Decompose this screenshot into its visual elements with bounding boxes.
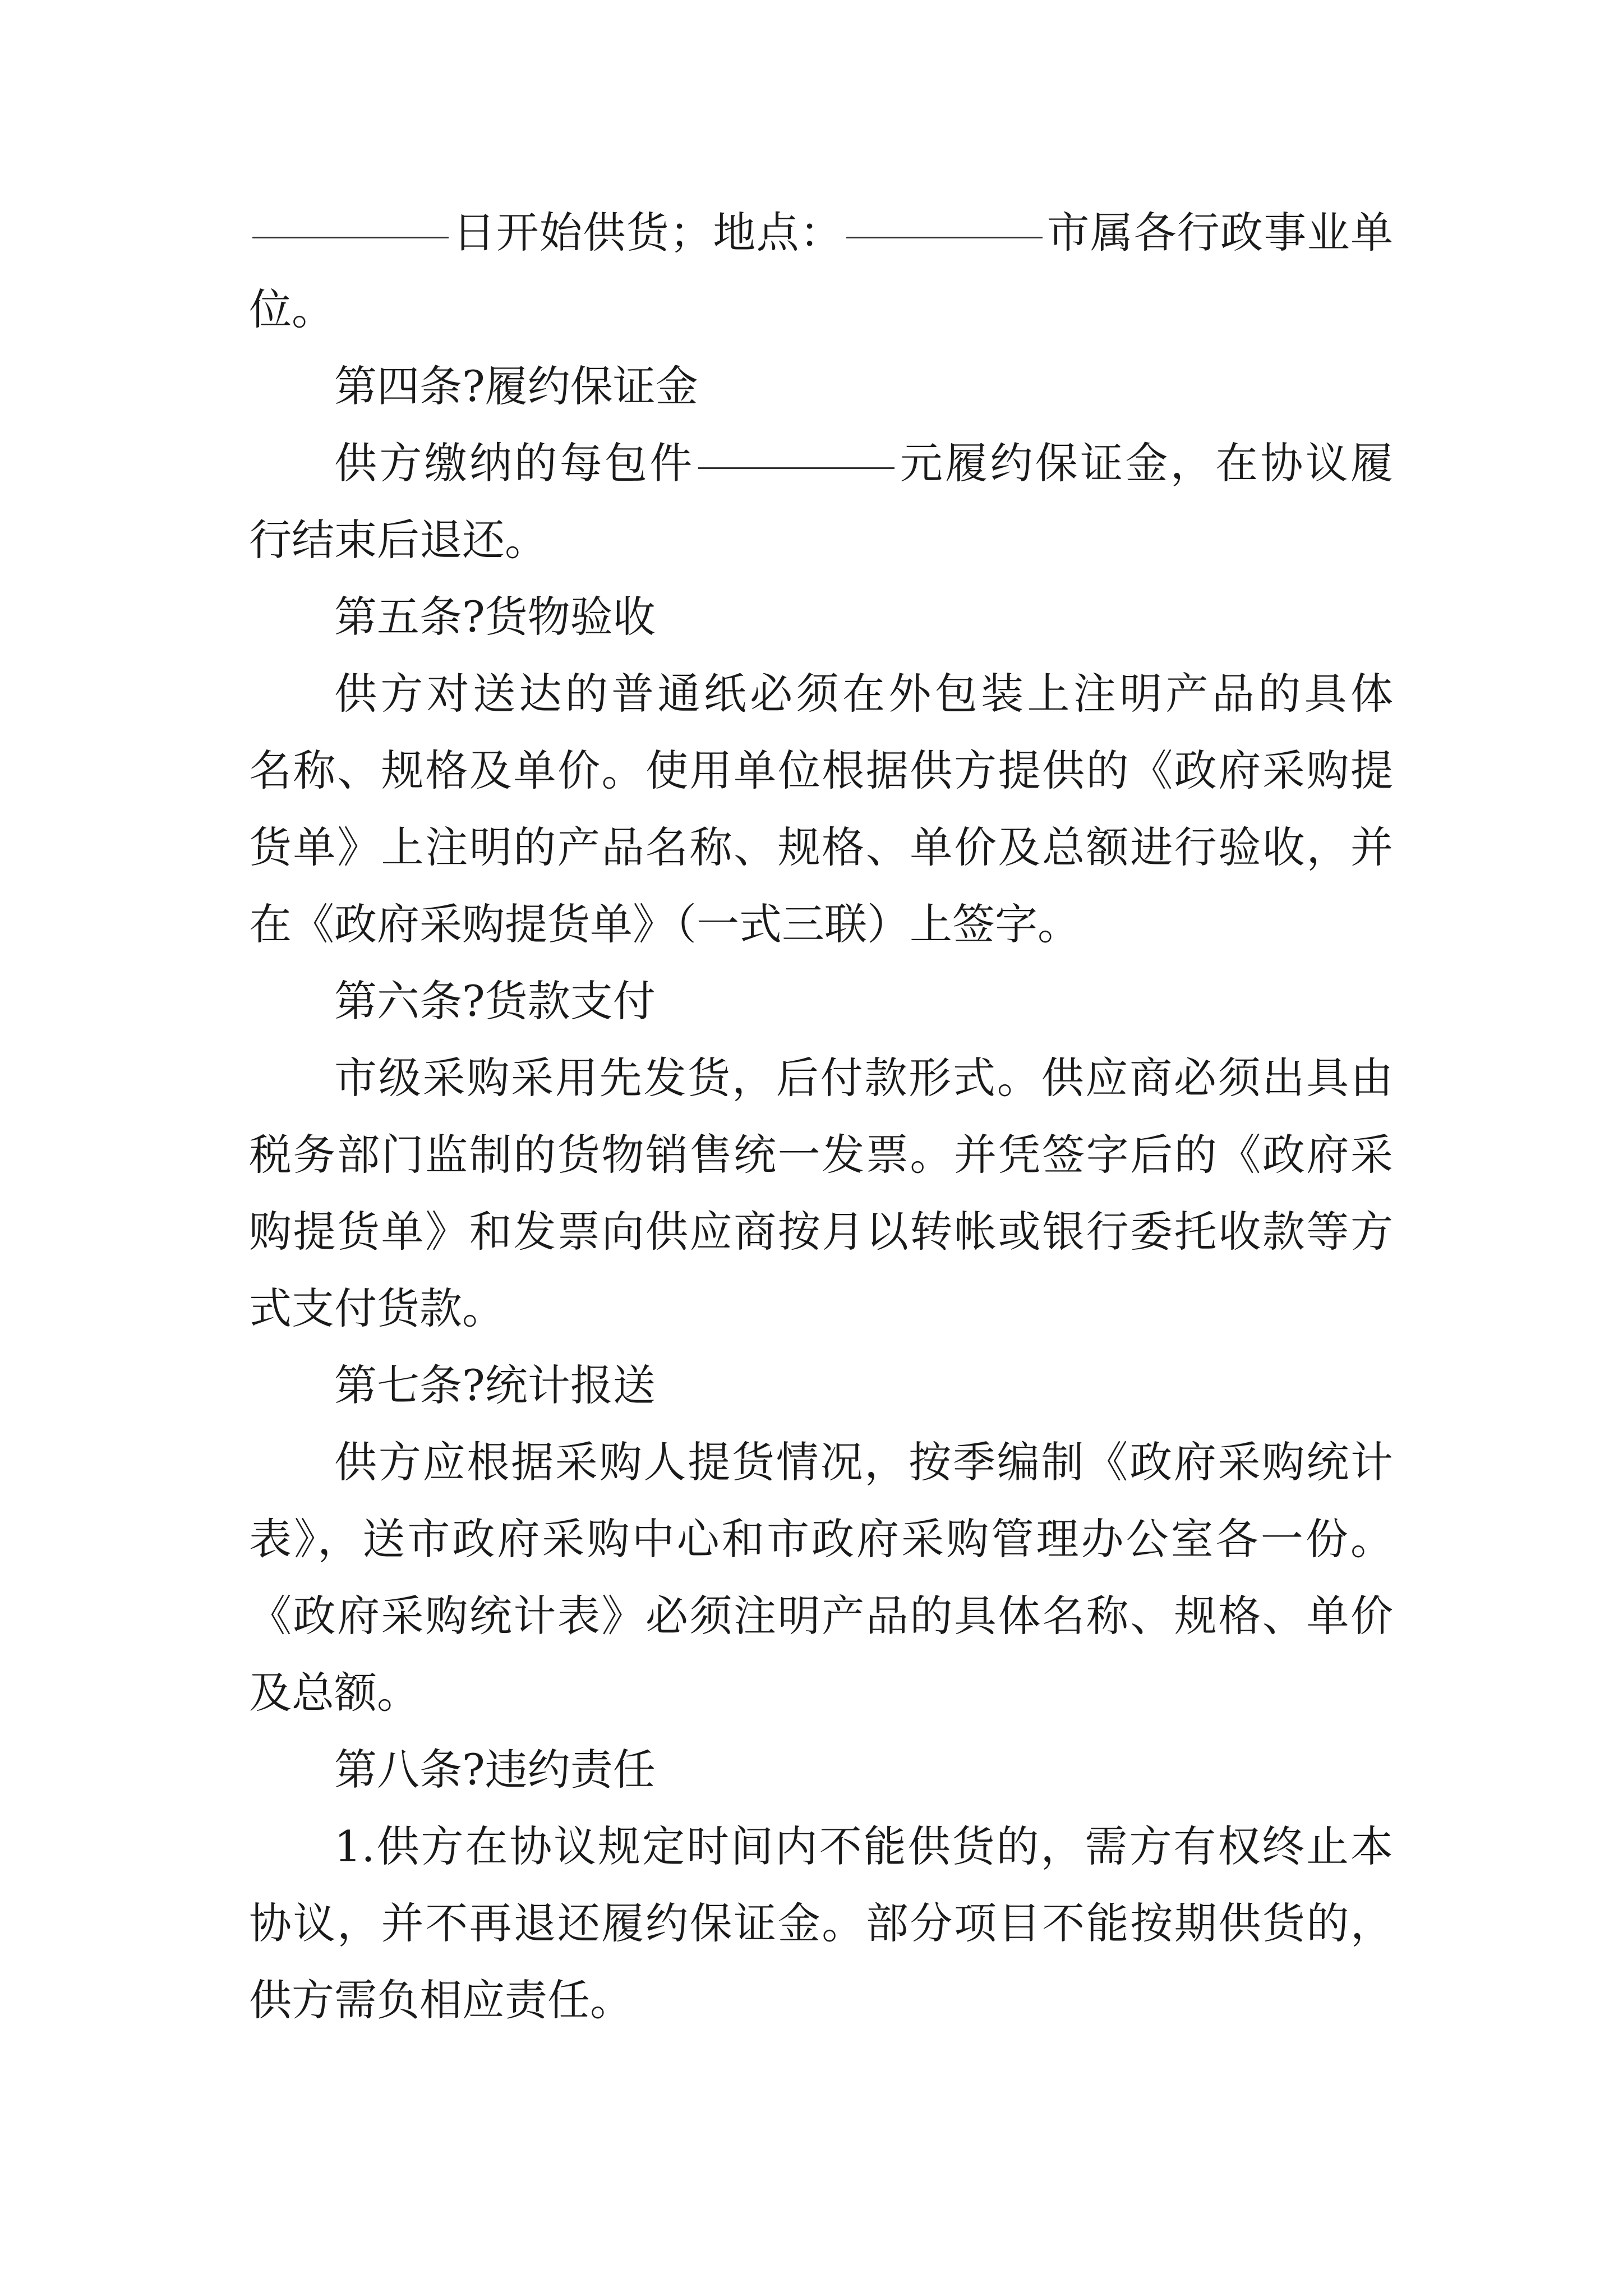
text-line: 名称、规格及单价。使用单位根据供方提供的《政府采购提 bbox=[249, 746, 1393, 795]
section-heading: 第七条?统计报送 bbox=[334, 1360, 656, 1410]
section-heading: 第五条?货物验收 bbox=[334, 592, 656, 642]
text-span: 日开始供货；地点： bbox=[452, 208, 843, 257]
text-line: 位。 bbox=[249, 284, 334, 334]
text-line: 货单》上注明的产品名称、规格、单价及总额进行验收，并 bbox=[249, 822, 1393, 872]
section-heading: 第四条?履约保证金 bbox=[334, 361, 698, 411]
document-page bbox=[249, 194, 1393, 2039]
text-span: 元履约保证金，在协议履 bbox=[897, 438, 1394, 488]
text-line: 供方对送达的普通纸必须在外包装上注明产品的具体 bbox=[334, 669, 1393, 719]
text-span: 供方缴纳的每包件 bbox=[334, 438, 695, 488]
text-line: 购提货单》和发票向供应商按月以转帐或银行委托收款等方 bbox=[249, 1207, 1393, 1257]
text-line: 及总额。 bbox=[249, 1668, 419, 1718]
fill-in-blank bbox=[846, 236, 1043, 238]
section-heading: 第六条?货款支付 bbox=[334, 976, 656, 1026]
text-line: 协议，并不再退还履约保证金。部分项目不能按期供货的， bbox=[249, 1898, 1393, 1948]
text-line: 表》，送市政府采购中心和市政府采购管理办公室各一份。 bbox=[249, 1514, 1393, 1564]
text-line: 供方应根据采购人提货情况，按季编制《政府采购统计 bbox=[334, 1437, 1393, 1487]
text-line: 式支付货款。 bbox=[249, 1283, 505, 1333]
text-line: 行结束后退还。 bbox=[249, 515, 547, 565]
section-heading: 第八条?违约责任 bbox=[334, 1745, 656, 1795]
text-line: 税务部门监制的货物销售统一发票。并凭签字后的《政府采 bbox=[249, 1130, 1393, 1180]
text-line: 1.供方在协议规定时间内不能供货的，需方有权终止本 bbox=[334, 1821, 1393, 1871]
text-line bbox=[249, 425, 1393, 501]
fill-in-blank bbox=[698, 467, 895, 469]
text-line: 供方需负相应责任。 bbox=[249, 1975, 633, 2025]
text-line: 在《政府采购提货单》（一式三联）上签字。 bbox=[249, 899, 1080, 949]
text-line: 市级采购采用先发货，后付款形式。供应商必须出具由 bbox=[334, 1053, 1393, 1103]
text-line bbox=[249, 194, 1393, 271]
text-span: 市属各行政事业单 bbox=[1046, 208, 1394, 257]
text-line: 《政府采购统计表》必须注明产品的具体名称、规格、单价 bbox=[249, 1591, 1393, 1641]
fill-in-blank bbox=[252, 236, 449, 238]
